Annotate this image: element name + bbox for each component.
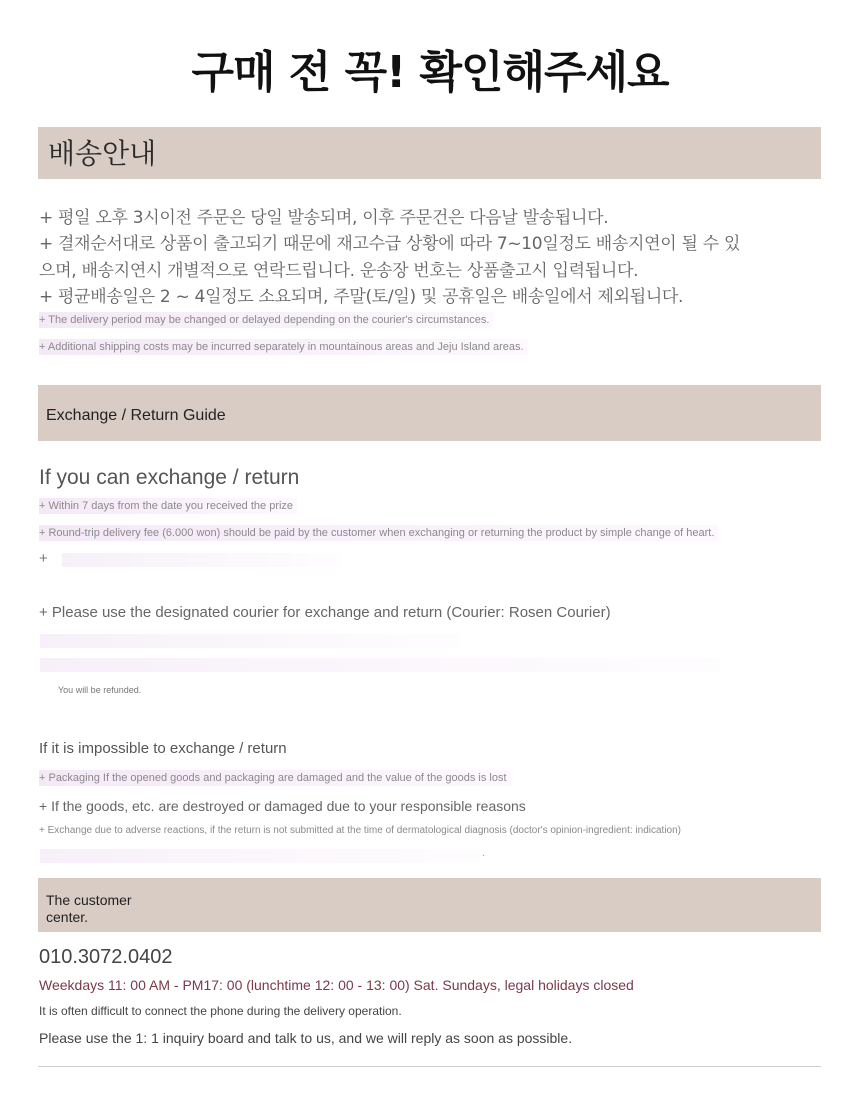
exchange-possible-title: If you can exchange / return <box>39 466 300 489</box>
shipping-line-3: 으며, 배송지연시 개별적으로 연락드립니다. 운송장 번호는 상품출고시 입력됩니다. <box>39 261 639 281</box>
shipping-line-1: + 평일 오후 3시이전 주문은 당일 발송되며, 이후 주문건은 다음날 발송됩니다. <box>39 208 609 228</box>
exchange-possible-item-3: + <box>39 550 48 567</box>
shipping-heading: 배송안내 <box>38 127 821 179</box>
shipping-line-4: + 평균배송일은 2 ~ 4일정도 소요되며, 주말(토/일) 및 공휴일은 배송일에서 제외됩니다. <box>39 287 684 307</box>
courier-note: + Please use the designated courier for exchange and return (Courier: Rosen Courier) <box>39 604 611 621</box>
shipping-note-2: + Additional shipping costs may be incurred separately in mountainous areas and Jeju Island areas. <box>39 341 528 353</box>
divider <box>38 1066 821 1067</box>
exchange-heading: Exchange / Return Guide <box>38 385 821 441</box>
customer-center-heading-line-1: The customer <box>46 892 132 908</box>
faded-text <box>62 553 342 567</box>
inquiry-board-note: Please use the 1: 1 inquiry board and talk to us, and we will reply as soon as possible. <box>39 1030 573 1046</box>
exchange-impossible-item-1: + Packaging If the opened goods and packaging are damaged and the value of the goods is lost <box>39 772 511 784</box>
faded-text <box>40 658 720 672</box>
shipping-line-2: + 결재순서대로 상품이 출고되기 때문에 재고수급 상황에 따라 7~10일정도 배송지연이 될 수 있 <box>39 234 741 254</box>
phone-connect-note: It is often difficult to connect the phone during the delivery operation. <box>39 1004 402 1018</box>
exchange-impossible-item-3: + Exchange due to adverse reactions, if the return is not submitted at the time of dermatological diagnosis (doctor's opinion-ingredient: indication) <box>39 825 681 836</box>
faded-text <box>40 849 480 863</box>
exchange-possible-item-2: + Round-trip delivery fee (6.000 won) should be paid by the customer when exchanging or returning the product by simple change of heart. <box>39 527 718 539</box>
page-title: 구매 전 꼭! 확인해주세요 <box>191 47 669 98</box>
exchange-impossible-title: If it is impossible to exchange / return <box>39 740 287 757</box>
exchange-possible-item-1: + Within 7 days from the date you received the prize <box>39 500 297 512</box>
refund-note: You will be refunded. <box>58 685 142 695</box>
faded-text <box>40 634 460 648</box>
phone-number: 010.3072.0402 <box>39 946 173 968</box>
shipping-note-1: + The delivery period may be changed or delayed depending on the courier's circumstances. <box>39 314 493 326</box>
customer-center-heading <box>38 878 821 932</box>
business-hours: Weekdays 11: 00 AM - PM17: 00 (lunchtime 12: 00 - 13: 00) Sat. Sundays, legal holidays closed <box>39 977 634 993</box>
exchange-impossible-item-2: + If the goods, etc. are destroyed or damaged due to your responsible reasons <box>39 798 526 814</box>
customer-center-heading-line-2: center. <box>46 909 89 925</box>
trailing-dot: . <box>482 848 485 859</box>
